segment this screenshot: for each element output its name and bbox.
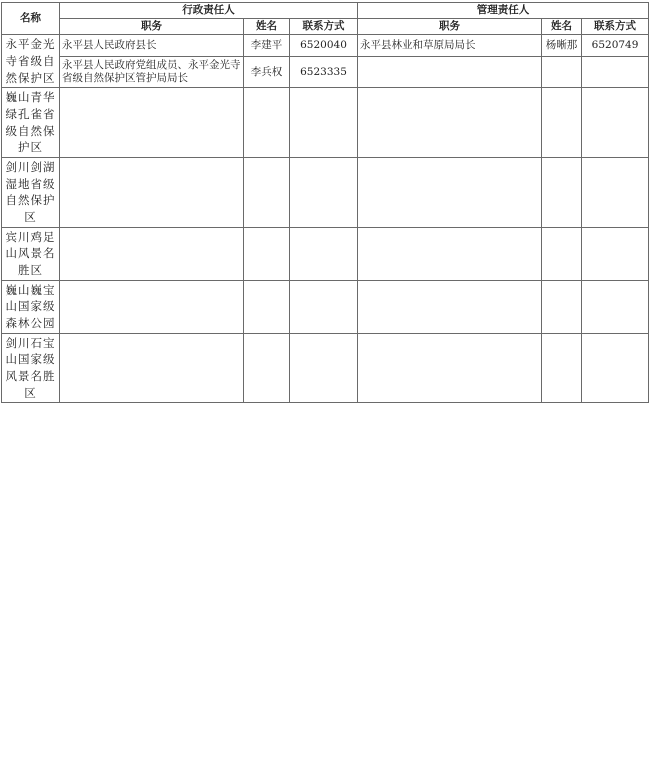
cell-a-tel <box>290 157 358 227</box>
cell-m-name <box>542 88 582 158</box>
region-name: 永平金光寺省级自然保护区 <box>2 35 60 88</box>
header-mgmt-group: 管理责任人 <box>358 3 649 19</box>
cell-m-tel <box>582 333 649 403</box>
cell-m-name <box>542 227 582 280</box>
cell-m-duty <box>358 157 542 227</box>
cell-a-tel <box>290 227 358 280</box>
header-admin-person: 姓名 <box>244 19 290 35</box>
cell-m-name <box>542 333 582 403</box>
cell-m-duty <box>358 57 542 88</box>
cell-m-tel <box>582 227 649 280</box>
cell-m-duty <box>358 280 542 333</box>
responsibility-table <box>1 2 649 403</box>
cell-a-name <box>244 280 290 333</box>
cell-m-tel <box>582 157 649 227</box>
cell-m-tel <box>582 280 649 333</box>
cell-a-tel <box>290 280 358 333</box>
region-name: 巍山青华绿孔雀省级自然保护区 <box>2 88 60 158</box>
cell-m-duty <box>358 333 542 403</box>
header-mgmt-duty: 职务 <box>358 19 542 35</box>
cell-m-tel <box>582 88 649 158</box>
table-row <box>2 57 649 88</box>
cell-a-duty: 永平县人民政府县长 <box>60 35 244 57</box>
header-admin-duty: 职务 <box>60 19 244 35</box>
table-row <box>2 35 649 57</box>
cell-m-name <box>542 157 582 227</box>
cell-a-name <box>244 227 290 280</box>
region-name: 剑川石宝山国家级风景名胜区 <box>2 333 60 403</box>
region-name: 宾川鸡足山风景名胜区 <box>2 227 60 280</box>
cell-a-duty <box>60 227 244 280</box>
cell-m-name <box>542 57 582 88</box>
table-row <box>2 157 649 227</box>
cell-m-duty <box>358 88 542 158</box>
cell-a-duty: 永平县人民政府党组成员、永平金光寺省级自然保护区管护局局长 <box>60 57 244 88</box>
header-mgmt-contact: 联系方式 <box>582 19 649 35</box>
table-row <box>2 333 649 403</box>
cell-a-tel: 6523335 <box>290 57 358 88</box>
cell-m-duty: 永平县林业和草原局局长 <box>358 35 542 57</box>
cell-m-duty <box>358 227 542 280</box>
cell-a-name <box>244 157 290 227</box>
table-row <box>2 280 649 333</box>
cell-a-duty <box>60 280 244 333</box>
table-row <box>2 88 649 158</box>
table-row <box>2 227 649 280</box>
cell-a-name: 李建平 <box>244 35 290 57</box>
header-mgmt-person: 姓名 <box>542 19 582 35</box>
cell-a-duty <box>60 88 244 158</box>
cell-a-name <box>244 333 290 403</box>
cell-a-name <box>244 88 290 158</box>
cell-a-duty <box>60 157 244 227</box>
header-admin-group: 行政责任人 <box>60 3 358 19</box>
cell-a-name: 李兵权 <box>244 57 290 88</box>
region-name: 巍山巍宝山国家级森林公园 <box>2 280 60 333</box>
cell-m-name <box>542 280 582 333</box>
cell-a-tel: 6520040 <box>290 35 358 57</box>
header-name: 名称 <box>2 3 60 35</box>
header-admin-contact: 联系方式 <box>290 19 358 35</box>
cell-m-tel: 6520749 <box>582 35 649 57</box>
cell-m-tel <box>582 57 649 88</box>
table-body <box>2 35 649 403</box>
cell-a-tel <box>290 333 358 403</box>
region-name: 剑川剑湖湿地省级自然保护区 <box>2 157 60 227</box>
cell-a-duty <box>60 333 244 403</box>
cell-a-tel <box>290 88 358 158</box>
cell-m-name: 杨晰那 <box>542 35 582 57</box>
